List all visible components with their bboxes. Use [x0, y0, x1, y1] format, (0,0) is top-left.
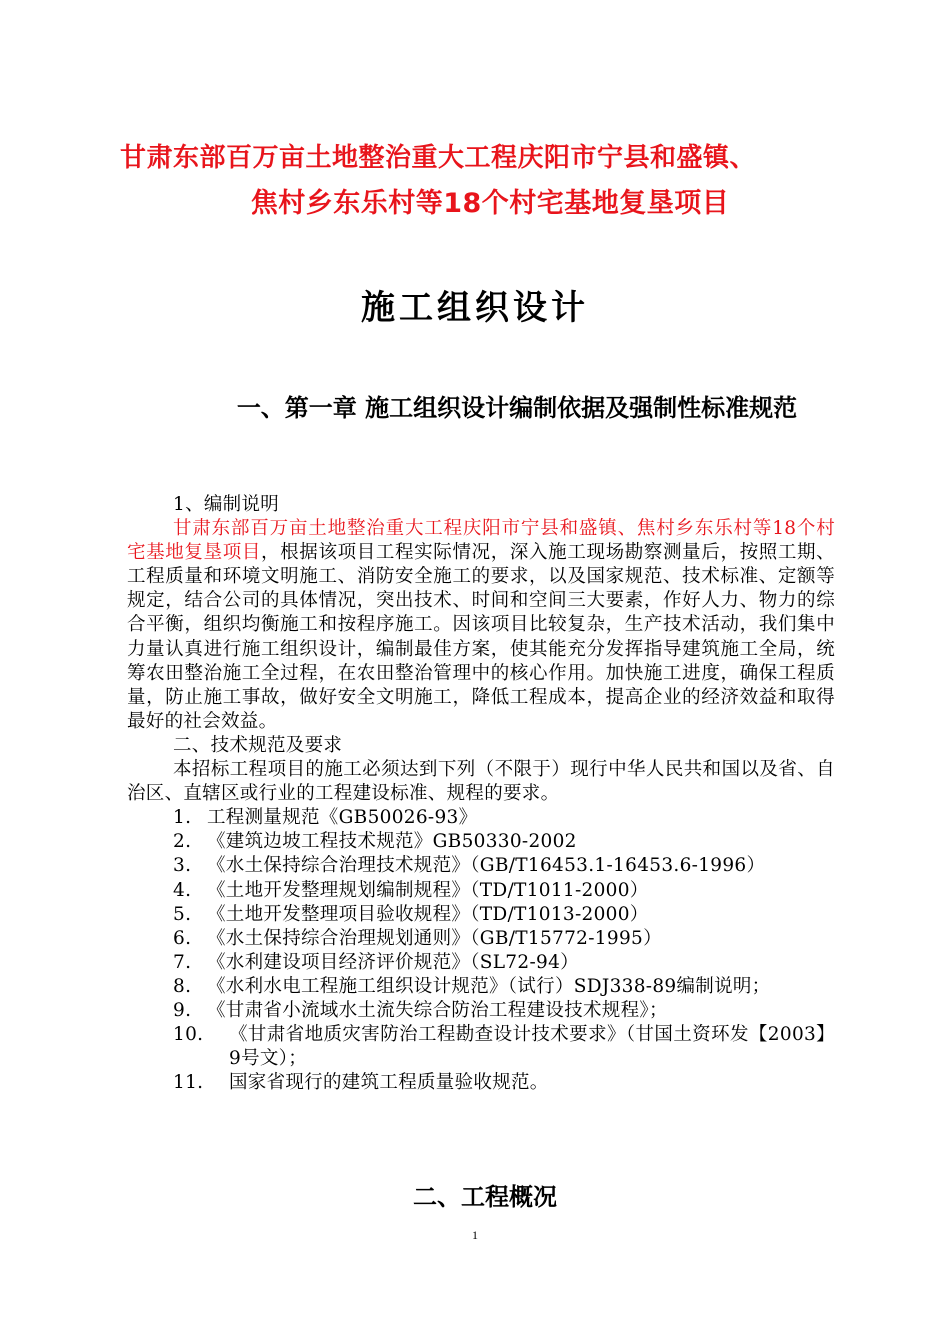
list-item-text: 《土地开发整理项目验收规程》（TD/T1013-2000）	[207, 903, 649, 925]
section1-heading: 1、编制说明	[173, 494, 280, 515]
list-item-number: 10.	[173, 1024, 204, 1046]
list-item-text: 《甘肃省地质灾害防治工程勘查设计技术要求》（甘国土资环发【2003】9号文）；	[229, 1024, 835, 1070]
list-item-text: 《水利建设项目经济评价规范》（SL72-94）	[207, 951, 579, 973]
list-item	[173, 999, 835, 1023]
list-item-number: 6.	[173, 927, 192, 949]
project-title-line1: 甘肃东部百万亩土地整治重大工程庆阳市宁县和盛镇、	[120, 143, 757, 173]
list-item	[173, 1023, 835, 1071]
list-item-text: 《土地开发整理规划编制规程》（TD/T1011-2000）	[207, 879, 649, 901]
list-item-text: 国家省现行的建筑工程质量验收规范。	[229, 1072, 549, 1094]
list-item	[173, 951, 835, 975]
section2-paragraph: 本招标工程项目的施工必须达到下列（不限于）现行中华人民共和国以及省、自治区、直辖区或行业的工程建设标准、规程的要求。	[127, 759, 835, 805]
page-number: 1	[472, 1228, 478, 1242]
list-item-number: 8.	[173, 975, 192, 997]
section1-text: ，根据该项目工程实际情况，深入施工现场勘察测量后，按照工期、工程质量和环境文明施工、消防安全施工的要求，以及国家规范、技术标准、定额等规定，结合公司的具体情况，突出技术、时间和空间三大要素，作好人力、物力的综合平衡，组织均衡施工和按程序施工。因该项目比较复杂，生产技术活动，我们集中力量认真进行施工组织设计，编制最佳方案，使其能充分发挥指导建筑施工全局，统筹农田整治施工全过程，在农田整治管理中的核心作用。加快施工进度，确保工程质量，防止施工事故，做好安全文明施工，降低工程成本，提高企业的经济效益和取得最好的社会效益。	[127, 542, 835, 732]
standards-list	[127, 806, 835, 1095]
list-item	[173, 903, 835, 927]
list-item-text: 《建筑边坡工程技术规范》GB50330-2002	[207, 831, 577, 853]
document-body	[127, 493, 835, 1095]
list-item	[173, 975, 835, 999]
list-item-text: 《水土保持综合治理技术规范》（GB/T16453.1-16453.6-1996）	[207, 855, 766, 877]
list-item	[173, 830, 835, 854]
list-item-text: 工程测量规范《GB50026-93》	[207, 807, 478, 829]
section1-project-name: 甘肃东部百万亩土地整治重大工程庆阳市宁县和盛镇、焦村乡东乐村等18个村宅基地复垦项目	[127, 518, 835, 564]
list-item	[173, 806, 835, 830]
list-item-number: 9.	[173, 999, 192, 1021]
list-item-number: 2.	[173, 831, 192, 853]
list-item-number: 3.	[173, 855, 192, 877]
list-item-number: 7.	[173, 951, 192, 973]
section2-heading: 二、技术规范及要求	[173, 734, 343, 756]
list-item	[173, 854, 835, 878]
section1-paragraph	[127, 517, 835, 734]
list-item-number: 11.	[173, 1072, 204, 1094]
list-item-text: 《甘肃省小流域水土流失综合防治工程建设技术规程》；	[207, 999, 668, 1021]
list-item-text: 《水土保持综合治理规划通则》（GB/T15772-1995）	[207, 927, 662, 949]
list-item-text: 《水利水电工程施工组织设计规范》（试行）SDJ338-89编制说明；	[207, 975, 771, 997]
list-item	[173, 1071, 835, 1095]
list-item	[173, 927, 835, 951]
chapter2-heading: 二、工程概况	[413, 1183, 557, 1211]
project-title-line2: 焦村乡东乐村等18个村宅基地复垦项目	[250, 188, 730, 219]
list-item	[173, 879, 835, 903]
list-item-number: 5.	[173, 903, 192, 925]
list-item-number: 4.	[173, 879, 192, 901]
list-item-number: 1.	[173, 807, 192, 829]
doc-title: 施工组织设计	[361, 288, 589, 328]
chapter1-heading: 一、第一章 施工组织设计编制依据及强制性标准规范	[236, 394, 798, 422]
